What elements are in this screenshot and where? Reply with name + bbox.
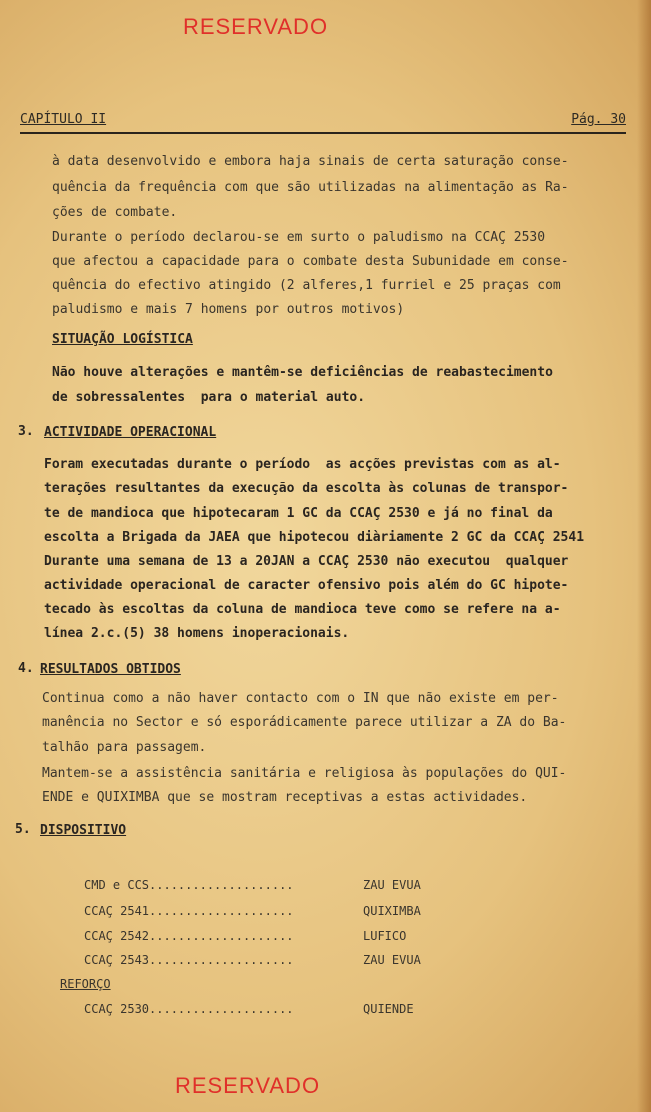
text-line: à data desenvolvido e embora haja sinais de certa saturação conse- bbox=[52, 154, 569, 169]
text-line: Durante o período declarou-se em surto o paludismo na CCAÇ 2530 bbox=[52, 230, 546, 245]
section-number: 4. bbox=[18, 661, 34, 676]
text-line: ções de combate. bbox=[52, 205, 178, 220]
text-line: manência no Sector e só esporádicamente parece utilizar a ZA do Ba- bbox=[42, 715, 567, 730]
text-line: que afectou a capacidade para o combate desta Subunidade em conse- bbox=[52, 254, 569, 269]
text-line: Durante uma semana de 13 a 20JAN a CCAÇ 2530 não executou qualquer bbox=[44, 554, 569, 569]
text-line: escolta a Brigada da JAEA que hipotecou diàriamente 2 GC da CCAÇ 2541 bbox=[44, 530, 585, 545]
text-line: te de mandioca que hipotecaram 1 GC da CCAÇ 2530 e já no final da bbox=[44, 506, 553, 521]
page-number: Pág. 30 bbox=[571, 112, 626, 127]
text-line: Continua como a não haver contacto com o IN que não existe em per- bbox=[42, 691, 559, 706]
dispositivo-location: QUIXIMBA bbox=[363, 904, 421, 918]
text-line: Não houve alterações e mantêm-se deficiências de reabastecimento bbox=[52, 365, 553, 380]
text-line: Mantem-se a assistência sanitária e religiosa às populações do QUI- bbox=[42, 766, 567, 781]
dispositivo-location: LUFICO bbox=[363, 929, 407, 943]
dispositivo-location: ZAU EVUA bbox=[363, 878, 421, 892]
dispositivo-location: QUIENDE bbox=[363, 1002, 414, 1016]
chapter-label: CAPÍTULO II bbox=[20, 112, 107, 127]
text-line: actividade operacional de caracter ofensivo pois além do GC hipote- bbox=[44, 578, 569, 593]
section-heading: ACTIVIDADE OPERACIONAL bbox=[44, 425, 217, 440]
text-line: línea 2.c.(5) 38 homens inoperacionais. bbox=[44, 626, 350, 641]
text-line: paludismo e mais 7 homens por outros motivos) bbox=[52, 302, 405, 317]
section-number: 5. bbox=[15, 822, 31, 837]
section-heading: DISPOSITIVO bbox=[40, 823, 127, 838]
reservado-stamp-bottom: RESERVADO bbox=[174, 1073, 321, 1098]
reservado-stamp-top: RESERVADO bbox=[182, 14, 329, 39]
dispositivo-location: ZAU EVUA bbox=[363, 953, 421, 967]
page-header bbox=[20, 112, 626, 134]
text-line: quência da frequência com que são utilizadas na alimentação as Ra- bbox=[52, 180, 569, 195]
text-line: terações resultantes da execução da escolta às colunas de transpor- bbox=[44, 481, 569, 496]
text-line: de sobressalentes para o material auto. bbox=[52, 390, 366, 405]
logistics-heading: SITUAÇÃO LOGÍSTICA bbox=[52, 332, 193, 347]
text-line: quência do efectivo atingido (2 alferes,1 furriel e 25 praças com bbox=[52, 278, 561, 293]
reforco-label: REFORÇO bbox=[60, 977, 111, 991]
dispositivo-unit: CCAÇ 2543.................... bbox=[84, 953, 294, 967]
text-line: ENDE e QUIXIMBA que se mostram receptivas a estas actividades. bbox=[42, 790, 528, 805]
dispositivo-unit: CCAÇ 2541.................... bbox=[84, 904, 294, 918]
section-heading: RESULTADOS OBTIDOS bbox=[40, 662, 181, 677]
text-line: Foram executadas durante o período as acções previstas com as al- bbox=[44, 457, 561, 472]
text-line: tecado às escoltas da coluna de mandioca teve como se refere na a- bbox=[44, 602, 561, 617]
section-number: 3. bbox=[18, 424, 34, 439]
dispositivo-unit: CMD e CCS.................... bbox=[84, 878, 294, 892]
dispositivo-unit: CCAÇ 2530.................... bbox=[84, 1002, 294, 1016]
text-line: talhão para passagem. bbox=[42, 740, 207, 755]
dispositivo-unit: CCAÇ 2542.................... bbox=[84, 929, 294, 943]
